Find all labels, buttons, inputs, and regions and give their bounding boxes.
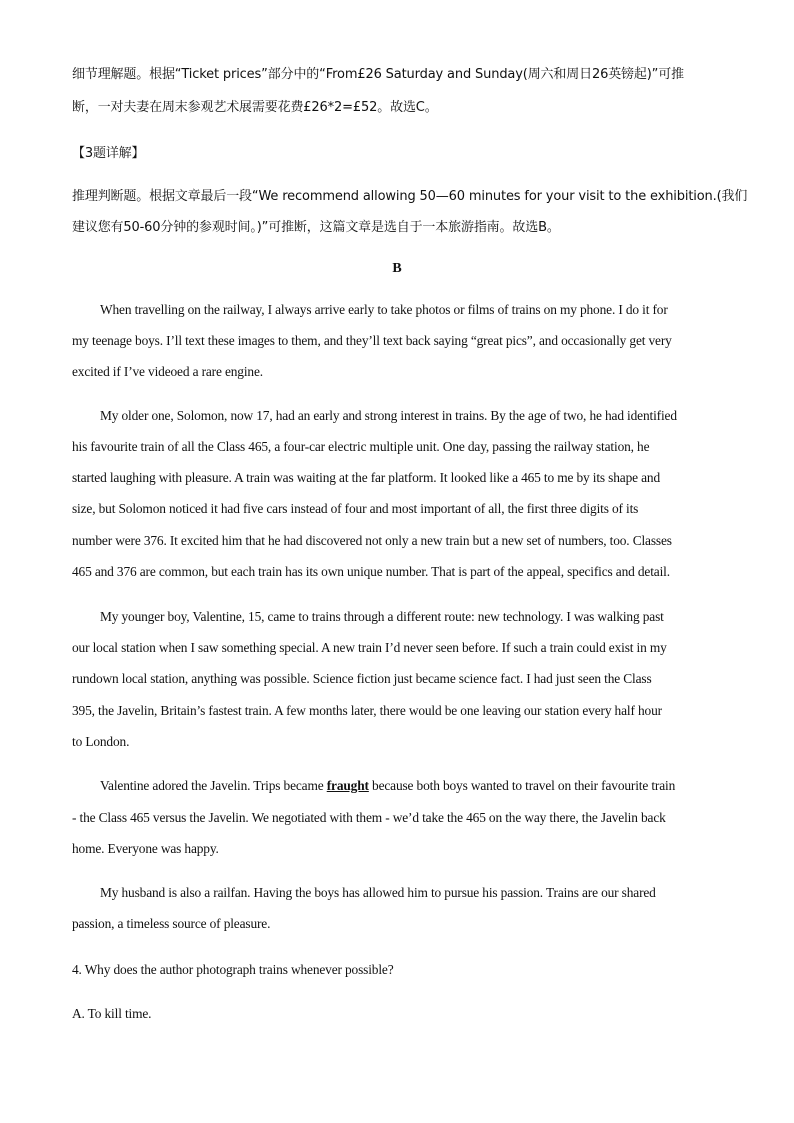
answer3-line2: 建议您有50-60分钟的参观时间。)”可推断，这篇文章是选自于一本旅游指南。故选B。: [72, 220, 560, 235]
q3-header: 【3题详解】: [72, 146, 145, 161]
keyword-fraught: fraught: [326, 778, 369, 793]
p1-line2: my teenage boys. I’ll text these images to them, and they’ll text back saying “great pics”, and occasionally get very: [72, 333, 672, 348]
p2-line4: size, but Solomon noticed it had five cars instead of four and most important of all, the first three digits of its: [72, 501, 639, 516]
p3-line5: to London.: [72, 734, 130, 749]
p2-line1: My older one, Solomon, now 17, had an early and strong interest in trains. By the age of two, he had identified: [100, 408, 677, 423]
p1-line1: When travelling on the railway, I always arrive early to take photos or films of trains on my phone. I do it for: [100, 302, 668, 317]
p2-line2: his favourite train of all the Class 465, a four-car electric multiple unit. One day, passing the railway station, he: [72, 439, 650, 454]
p3-line3: rundown local station, anything was possible. Science fiction just became science fact. I had just seen the Class: [72, 671, 652, 686]
p4-line1-before: Valentine adored the Javelin. Trips became: [100, 778, 327, 793]
p5-line1: My husband is also a railfan. Having the boys has allowed him to pursue his passion. Trains are our shared: [100, 885, 656, 900]
p3-line4: 395, the Javelin, Britain’s fastest train. A few months later, there would be one leaving our station every half hour: [72, 703, 662, 718]
p4-line1-after: because both boys wanted to travel on their favourite train: [368, 778, 676, 793]
answer3-line1: 推理判断题。根据文章最后一段“We recommend allowing 50—60 minutes for your visit to the exhibition.(我们: [72, 189, 748, 204]
p2-line5: number were 376. It excited him that he had discovered not only a new train but a new set of numbers, too. Classes: [72, 533, 672, 548]
answer2-line1: 细节理解题。根据“Ticket prices”部分中的“From£26 Saturday and Sunday(周六和周日26英镑起)”可推: [72, 67, 684, 82]
p2-line3: started laughing with pleasure. A train was waiting at the far platform. It looked like a 465 to me by its shape and: [72, 470, 661, 485]
p4-line3: home. Everyone was happy.: [72, 841, 219, 856]
p4-line1: [100, 776, 732, 796]
p1-line3: excited if I’ve videoed a rare engine.: [72, 364, 263, 379]
question4-option-a: A. To kill time.: [72, 1006, 152, 1021]
p2-line6: 465 and 376 are common, but each train has its own unique number. That is part of the appeal, specifics and detail.: [72, 564, 670, 579]
question4-stem: 4. Why does the author photograph trains whenever possible?: [72, 962, 394, 977]
p5-line2: passion, a timeless source of pleasure.: [72, 916, 271, 931]
p3-line2: our local station when I saw something special. A new train I’d never seen before. If such a train could exist in my: [72, 640, 667, 655]
section-title: B: [392, 261, 402, 276]
p3-line1: My younger boy, Valentine, 15, came to trains through a different route: new technology. I was walking past: [100, 609, 664, 624]
answer2-line2: 断，一对夫妻在周末参观艺术展需要花费£26*2=£52。故选C。: [72, 100, 438, 115]
p4-line2: - the Class 465 versus the Javelin. We negotiated with them - we’d take the 465 on the way there, the Javelin back: [72, 810, 666, 825]
